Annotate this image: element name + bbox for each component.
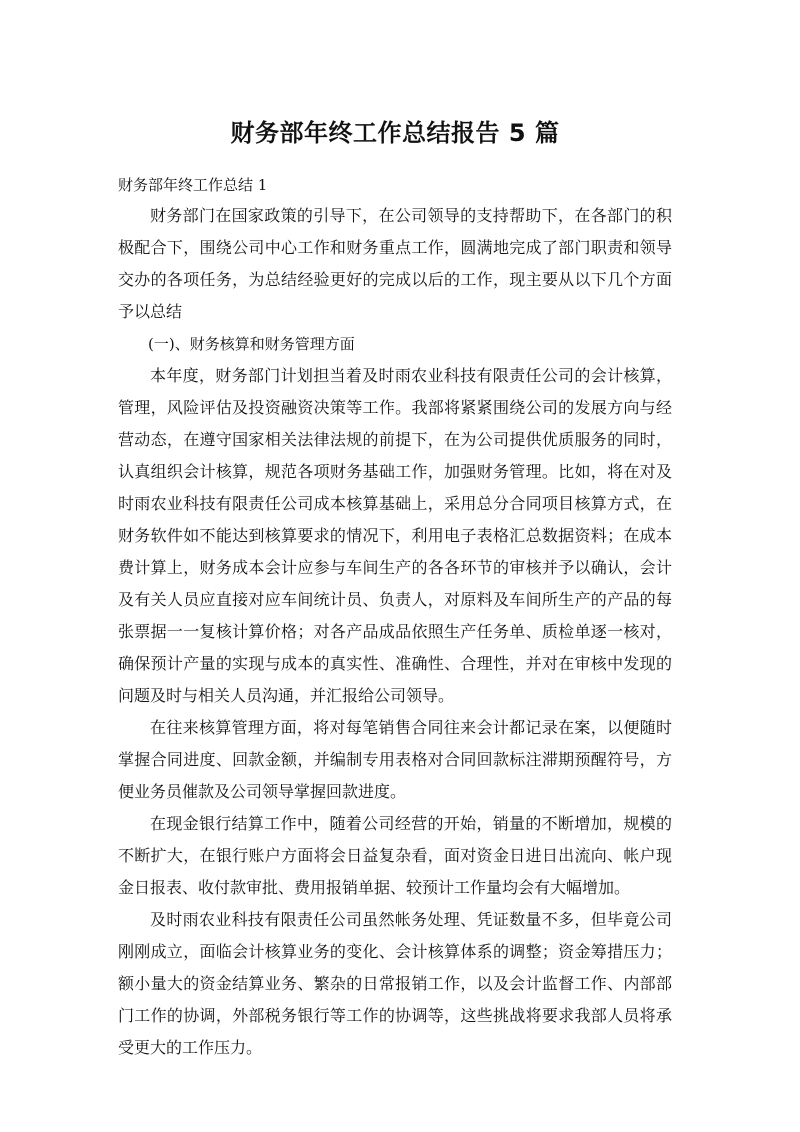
body-paragraph: 本年度，财务部门计划担当着及时雨农业科技有限责任公司的会计核算，管理，风险评估及投资融资决策等工作。我部将紧紧围绕公司的发展方向与经营动态，在遵守国家相关法律法规的前提下，在为公司提供优质服务的同时，认真组织会计核算，规范各项财务基础工作，加强财务管理。比如，将在对及时雨农业科技有限责任公司成本核算基础上，采用总分合同项目核算方式，在财务软件如不能达到核算要求的情况下，利用电子表格汇总数据资料；在成本费计算上，财务成本会计应参与车间生产的各各环节的审核并予以确认，会计及有关人员应直接对应车间统计员、负责人，对原料及车间所生产的产品的每张票据一一复核计算价格；对各产品成品依照生产任务单、质检单逐一核对，确保预计产量的实现与成本的真实性、准确性、合理性，并对在审核中发现的问题及时与相关人员沟通，并汇报给公司领导。 [118, 366, 672, 705]
intro-paragraph: 财务部门在国家政策的引导下，在公司领导的支持帮助下，在各部门的积极配合下，围绕公司中心工作和财务重点工作，圆满地完成了部门职责和领导交办的各项任务，为总结经验更好的完成以后的工作，现主要从以下几个方面予以总结 [118, 206, 672, 321]
section-heading: (一)、财务核算和财务管理方面 [148, 335, 355, 353]
body-paragraph: 在往来核算管理方面，将对每笔销售合同往来会计都记录在案，以便随时掌握合同进度、回款金额，并编制专用表格对合同回款标注滞期预醒符号，方便业务员催款及公司领导掌握回款进度。 [118, 718, 672, 801]
body-paragraph: 在现金银行结算工作中，随着公司经营的开始，销量的不断增加，规模的不断扩大，在银行账户方面将会日益复杂看，面对资金日进日出流向、帐户现金日报表、收付款审批、费用报销单据、较预计工作量均会有大幅增加。 [118, 814, 672, 897]
document-title: 财务部年终工作总结报告 5 篇 [230, 119, 560, 147]
document-subtitle: 财务部年终工作总结 1 [118, 176, 268, 194]
body-paragraph: 及时雨农业科技有限责任公司虽然帐务处理、凭证数量不多，但毕竟公司刚刚成立，面临会计核算业务的变化、会计核算体系的调整；资金筹措压力；额小量大的资金结算业务、繁杂的日常报销工作，以及会计监督工作、内部部门工作的协调，外部税务银行等工作的协调等，这些挑战将要求我部人员将承受更大的工作压力。 [118, 910, 672, 1057]
